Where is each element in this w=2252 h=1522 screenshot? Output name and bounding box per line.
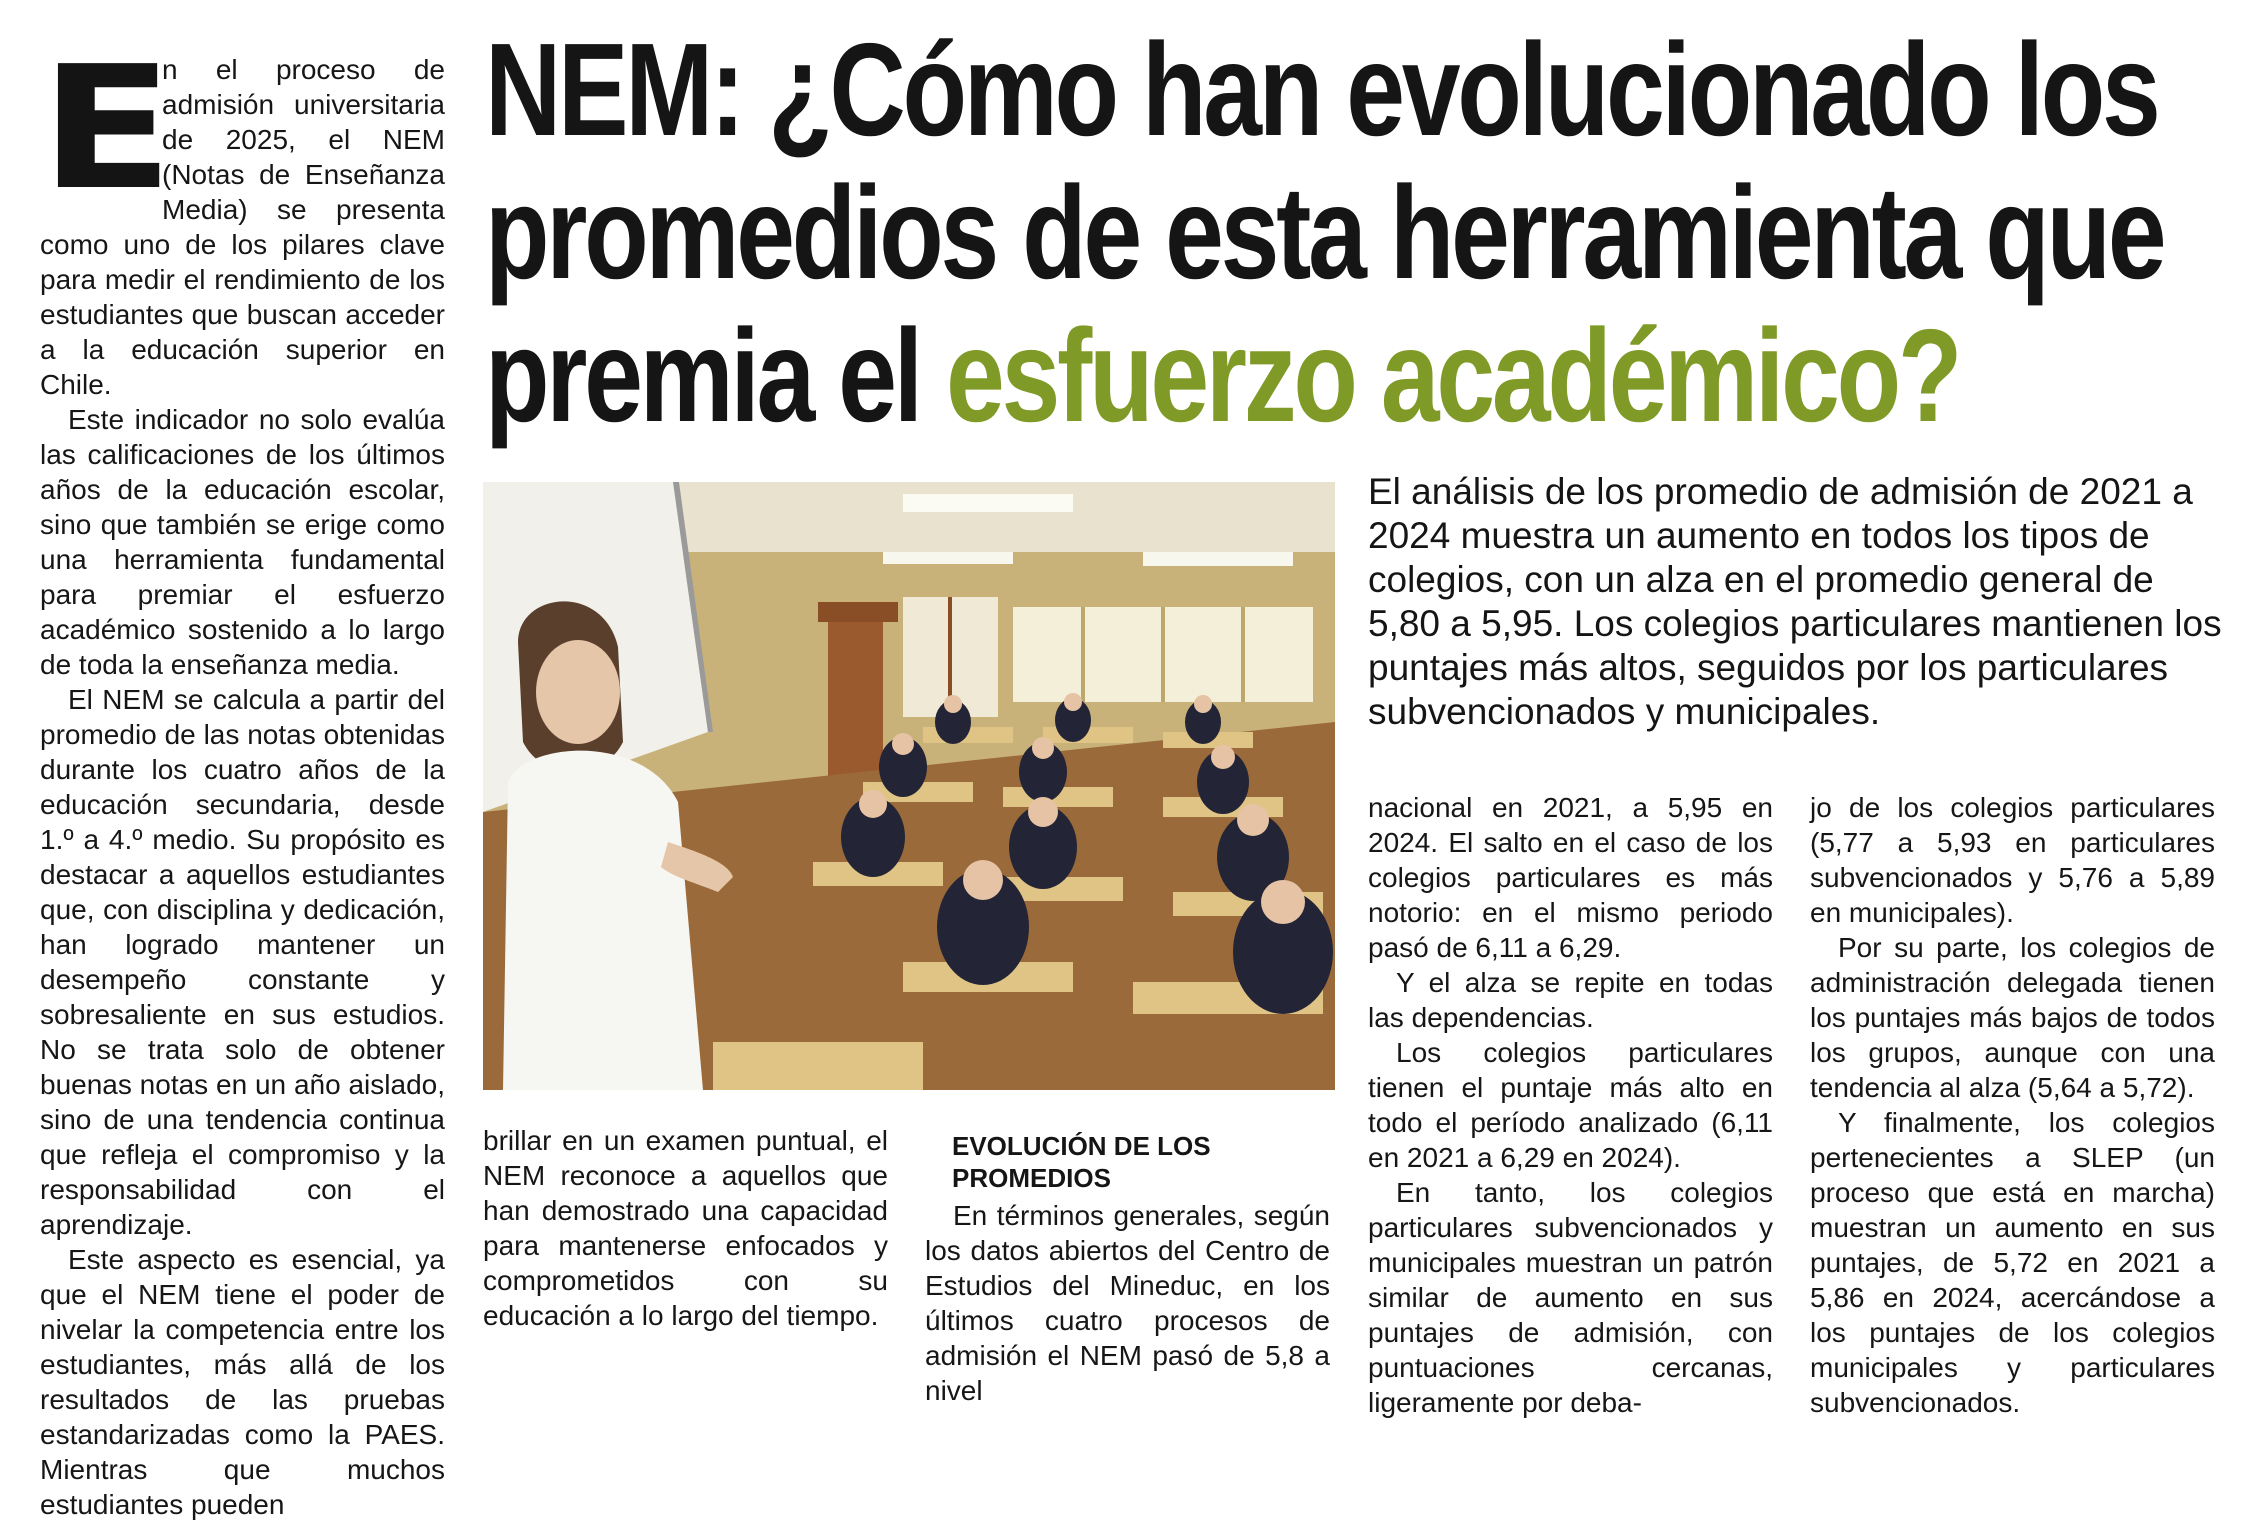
section-subhead: EVOLUCIÓN DE LOS PROMEDIOS [952,1131,1211,1193]
headline-line-2: promedios de esta herramienta que [485,159,2164,306]
paragraph-9: Los colegios particulares tienen el puntaje más alto en todo el período analizado (6,11 en 2021 a 6,29 en 2024). [1368,1037,1773,1173]
classroom-photo-icon [483,482,1335,1090]
paragraph-4: Este aspecto es esencial, ya que el NEM tiene el poder de nivelar la competencia entre los estudiantes, más allá de los resultados de las pruebas estandarizadas como la PAES. Mientras que muchos estudiantes pueden [40,1244,445,1520]
paragraph-1: n el proceso de admisión universitaria de 2025, el NEM (Notas de Enseñanza Media) se presenta como uno de los pilares clave para medir el rendimiento de los estudiantes que buscan acceder a la educación superior en Chile. [40,54,445,400]
paragraph-7: nacional en 2021, a 5,95 en 2024. El salto en el caso de los colegios particulares es más notorio: en el mismo periodo pasó de 6,11 a 6,29. [1368,792,1773,963]
paragraph-5: brillar en un examen puntual, el NEM reconoce a aquellos que han demostrado una capacidad para mantenerse enfocados y comprometidos con su educación a lo largo del tiempo. [483,1125,888,1331]
headline-line-1: NEM: ¿Cómo han evolucionado los [485,16,2158,163]
column-4 [1368,790,1773,1420]
headline-plain: premia el [485,302,947,449]
column-3 [925,1198,1330,1408]
paragraph-6: En términos generales, según los datos abiertos del Centro de Estudios del Mineduc, en los últimos cuatro procesos de admisión el NEM pasó de 5,8 a nivel [925,1200,1330,1406]
column-5 [1810,790,2215,1420]
drop-cap: E [40,30,174,228]
paragraph-11: jo de los colegios particulares (5,77 a 5,93 en particulares subvencionados y 5,76 a 5,89 en municipales). [1810,792,2215,928]
deck-summary: El análisis de los promedio de admisión de 2021 a 2024 muestra un aumento en todos los tipos de colegios, con un alza en el promedio general de 5,80 a 5,95. Los colegios particulares mantienen los puntajes más altos, seguidos por los particulares subvencionados y municipales. [1368,471,2222,732]
paragraph-12: Por su parte, los colegios de administración delegada tienen los puntajes más bajos de todos los grupos, aunque con una tendencia al alza (5,64 a 5,72). [1810,932,2215,1103]
headline-accent: esfuerzo académico? [946,302,1960,449]
paragraph-13: Y finalmente, los colegios pertenecientes a SLEP (un proceso que está en marcha) muestran un aumento en sus puntajes, de 5,72 en 2021 a 5,86 en 2024, acercándose a los puntajes de los colegios municipales y particulares subvencionados. [1810,1107,2215,1418]
paragraph-10: En tanto, los colegios particulares subvencionados y municipales muestran un patrón similar de aumento en sus puntajes de admisión, con puntuaciones cercanas, ligeramente por deba- [1368,1177,1773,1418]
paragraph-3: El NEM se calcula a partir del promedio de las notas obtenidas durante los cuatro años de la educación secundaria, desde 1.º a 4.º medio. Su propósito es destacar a aquellos estudiantes que, con disciplina y dedicación, han logrado mantener un desempeño constante y sobresaliente en sus estudios. No se trata solo de obtener buenas notas en un año aislado, sino de una tendencia continua que refleja el compromiso y la responsabilidad con el aprendizaje. [40,684,445,1240]
column-2 [483,1123,888,1333]
headline-line-3 [485,302,1960,449]
column-1 [40,30,445,1522]
paragraph-2: Este indicador no solo evalúa las calificaciones de los últimos años de la educación escolar, sino que también se erige como una herramienta fundamental para premiar el esfuerzo académico sostenido a lo largo de toda la enseñanza media. [40,404,445,680]
paragraph-8: Y el alza se repite en todas las dependencias. [1368,967,1773,1033]
classroom-photo [483,482,1335,1090]
headline [485,16,2164,449]
